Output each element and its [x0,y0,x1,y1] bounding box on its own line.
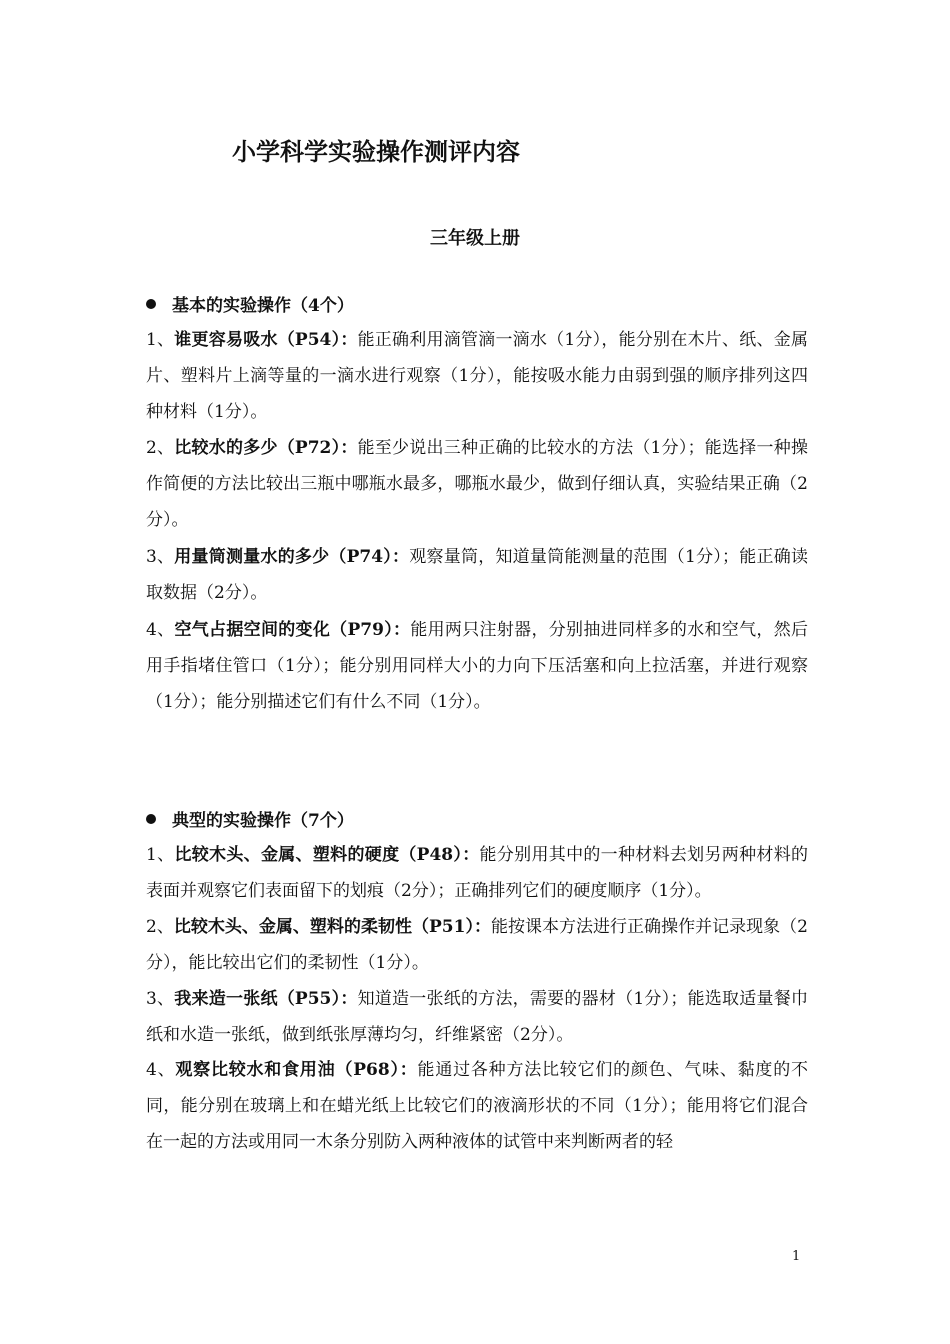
item-number: 2、 [146,917,174,937]
item-text: 知道造一张纸的方法，需要的器材（1分）；能选取适量餐巾纸和水造一张纸，做到纸张厚薄均匀，纤维紧密（2分）。 [146,989,808,1045]
bullet-icon [146,814,156,824]
item-name: 比较水的多少（P72）： [174,438,358,458]
item-text: 能通过各种方法比较它们的颜色、气味、黏度的不同，能分别在玻璃上和在蜡光纸上比较它们的液滴形状的不同（1分）；能用将它们混合在一起的方法或用同一木条分别防入两种液体的试管中来判断两者的轻 [146,1060,808,1152]
item-text: 能正确利用滴管滴一滴水（1分），能分别在木片、纸、金属片、塑料片上滴等量的一滴水进行观察（1分），能按吸水能力由弱到强的顺序排列这四种材料（1分）。 [146,330,808,422]
item-number: 2、 [146,438,175,458]
item-name: 比较木头、金属、塑料的硬度（P48）： [174,845,480,865]
list-item [146,981,808,1053]
item-text: 能分别用其中的一种材料去划另两种材料的表面并观察它们表面留下的划痕（2分）；正确排列它们的硬度顺序（1分）。 [146,845,809,901]
section-heading-typical [146,806,354,831]
list-item [146,612,808,720]
bullet-icon [146,299,156,309]
section-heading-text: 典型的实验操作（7个） [172,811,354,831]
item-number: 4、 [146,1060,176,1080]
section-heading-text: 基本的实验操作（4个） [172,296,354,316]
item-text: 观察量筒，知道量筒能测量的范围（1分）；能正确读取数据（2分）。 [146,547,808,603]
item-number: 3、 [146,547,175,567]
item-number: 3、 [146,989,175,1009]
list-item [146,539,808,611]
item-name: 谁更容易吸水（P54）： [174,330,358,350]
item-number: 4、 [146,620,175,640]
list-item [146,909,808,981]
section-heading-basic [146,291,354,316]
item-name: 空气占据空间的变化（P79）： [174,620,411,640]
grade-heading: 三年级上册 [430,228,520,249]
item-name: 观察比较水和食用油（P68）： [175,1060,418,1080]
list-item [146,430,808,538]
page-number: 1 [792,1249,801,1264]
item-text: 能按课本方法进行正确操作并记录现象（2分），能比较出它们的柔韧性（1分）。 [146,917,808,973]
item-number: 1、 [146,845,175,865]
document-title: 小学科学实验操作测评内容 [232,138,520,166]
item-text: 能用两只注射器，分别抽进同样多的水和空气，然后用手指堵住管口（1分）；能分别用同样大小的力向下压活塞和向上拉活塞，并进行观察（1分）；能分别描述它们有什么不同（1分）。 [146,620,808,712]
list-item [146,837,808,909]
item-number: 1、 [146,330,175,350]
list-item [146,1052,808,1160]
list-item [146,322,808,430]
item-name: 比较木头、金属、塑料的柔韧性（P51）： [173,917,491,937]
item-name: 我来造一张纸（P55）： [174,989,358,1009]
item-name: 用量筒测量水的多少（P74）： [174,547,410,567]
item-text: 能至少说出三种正确的比较水的方法（1分）；能选择一种操作简便的方法比较出三瓶中哪瓶水最多，哪瓶水最少，做到仔细认真，实验结果正确（2分）。 [146,438,808,530]
